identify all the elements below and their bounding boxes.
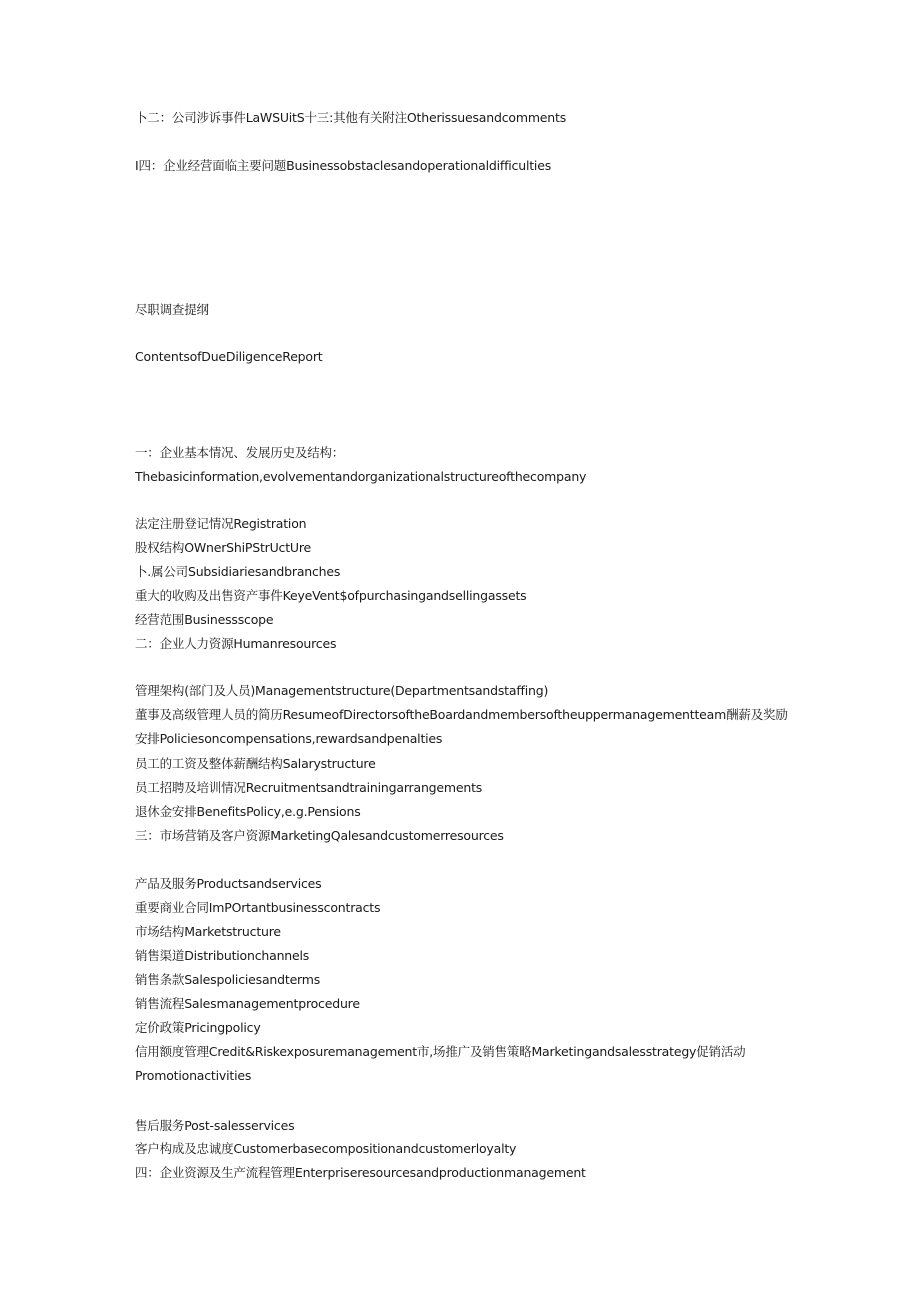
document-title-cn: 尽职调查提纲: [135, 302, 209, 317]
outline-item-lawsuits: 卜二：公司涉诉事件LaWSUitS十三:其他有关附注Otherissuesandcomments: [135, 110, 567, 125]
section2-item: 退休金安排BenefitsPolicy,e.g.Pensions: [135, 804, 361, 819]
section1-item: 卜.属公司Subsidiariesandbranches: [135, 564, 341, 579]
section3-item: 产品及服务Productsandservices: [135, 876, 322, 891]
section3-item: 重要商业合同ImPOrtantbusinesscontracts: [135, 900, 381, 915]
section3-heading: 三：市场营销及客户资源MarketingQalesandcustomerresources: [135, 828, 504, 843]
section2-item: 董事及高级管理人员的简历ResumeofDirectorsoftheBoardandmembersoftheuppermanagementteam酬薪及奖励安排Policiesoncompensations,rewardsandpenalties: [135, 707, 788, 746]
section1-heading-cn: 一：企业基本情况、发展历史及结构：: [135, 445, 345, 460]
section3-item: 市场结构Marketstructure: [135, 924, 281, 939]
section3-after-item: 售后服务Post-salesservices: [135, 1118, 295, 1133]
section2-item: 员工招聘及培训情况Recruitmentsandtrainingarrangements: [135, 780, 483, 795]
section3-item: 销售流程Salesmanagementprocedure: [135, 996, 360, 1011]
section1-heading-en: Thebasicinformation,evolvementandorganizationalstructureofthecompany: [135, 469, 587, 484]
section4-heading: 四：企业资源及生产流程管理Enterpriseresourcesandproductionmanagement: [135, 1165, 586, 1180]
section1-item: 经营范围Businessscope: [135, 612, 274, 627]
section3-item: 定价政策Pricingpolicy: [135, 1020, 261, 1035]
section3-item: 信用额度管理Credit&Riskexposuremanagement市,场推广及销售策略Marketingandsalesstrategy促销活动Promotionactivities: [135, 1044, 746, 1083]
section3-item: 销售条款Salespoliciesandterms: [135, 972, 321, 987]
section3-item: 销售渠道Distributionchannels: [135, 948, 310, 963]
section2-item: 员工的工资及整体薪酬结构Salarystructure: [135, 756, 376, 771]
section1-item: 法定注册登记情况Registration: [135, 516, 307, 531]
section2-item: 管理架构(部门及人员)Managementstructure(Departmentsandstaffing): [135, 683, 549, 698]
outline-item-business-obstacles: I四：企业经营面临主要问题Businessobstaclesandoperationaldifficulties: [135, 158, 552, 173]
section1-item: 股权结构OWnerShiPStrUctUre: [135, 540, 312, 555]
document-title-en: ContentsofDueDiligenceReport: [135, 349, 323, 364]
section1-item: 重大的收购及出售资产事件KeyeVent$ofpurchasingandsellingassets: [135, 588, 527, 603]
section2-heading: 二：企业人力资源Humanresources: [135, 636, 337, 651]
section3-after-item: 客户构成及忠诚度Customerbasecompositionandcustomerloyalty: [135, 1141, 517, 1156]
